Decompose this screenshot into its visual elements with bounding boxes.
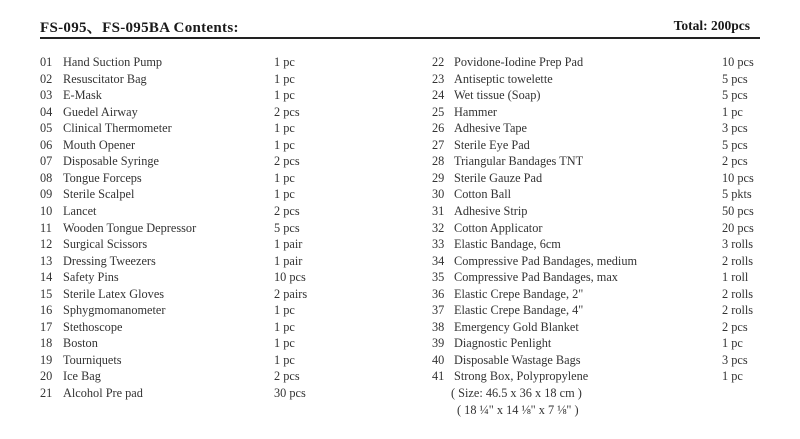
item-number: 01 <box>40 55 53 69</box>
item-number: 04 <box>40 104 53 119</box>
list-item <box>432 153 772 169</box>
item-number: 17 <box>40 319 53 334</box>
item-name: Cotton Ball <box>454 187 512 202</box>
item-number: 33 <box>432 237 445 252</box>
item-name: Compressive Pad Bandages, max <box>454 270 618 285</box>
list-item <box>40 236 380 252</box>
item-name: Sterile Latex Gloves <box>63 286 165 301</box>
header-divider <box>40 37 760 39</box>
item-number: 21 <box>40 386 53 400</box>
item-quantity: 3 pcs <box>722 121 748 136</box>
item-name: Sterile Scalpel <box>63 187 135 202</box>
item-name: Clinical Thermometer <box>63 121 172 136</box>
box-size-imperial: ( 18 ¼" x 14 ⅛" x 7 ⅛" ) <box>457 403 579 417</box>
list-item <box>40 269 380 285</box>
item-name: Mouth Opener <box>63 137 136 152</box>
item-name: Wooden Tongue Depressor <box>63 220 197 235</box>
item-quantity: 10 pcs <box>722 170 754 185</box>
item-name: Sterile Gauze Pad <box>454 170 543 185</box>
item-number: 31 <box>432 203 445 218</box>
item-name: Disposable Syringe <box>63 154 159 169</box>
list-item <box>40 352 380 368</box>
list-item <box>40 335 380 351</box>
item-quantity: 5 pcs <box>274 220 300 235</box>
item-quantity: 2 pcs <box>274 369 300 384</box>
list-item <box>432 253 772 269</box>
item-number: 10 <box>40 203 53 218</box>
item-name: Sterile Eye Pad <box>454 137 530 152</box>
list-item <box>40 71 380 87</box>
list-item <box>40 203 380 219</box>
item-quantity: 2 pairs <box>274 286 308 301</box>
list-item <box>40 368 380 384</box>
item-name: Emergency Gold Blanket <box>454 319 579 334</box>
list-item <box>40 186 380 202</box>
item-number: 13 <box>40 253 53 268</box>
item-quantity: 1 pc <box>274 71 295 86</box>
item-number: 30 <box>432 187 445 202</box>
list-item <box>432 203 772 219</box>
item-name: Ice Bag <box>63 369 101 384</box>
item-quantity: 1 pc <box>274 137 295 152</box>
item-quantity: 1 roll <box>722 270 749 285</box>
item-name: Hammer <box>454 104 498 119</box>
list-item <box>432 269 772 285</box>
list-item <box>40 153 380 169</box>
list-item <box>40 170 380 186</box>
item-number: 20 <box>40 369 53 384</box>
item-name: Triangular Bandages TNT <box>454 154 584 169</box>
box-size-metric: ( Size: 46.5 x 36 x 18 cm ) <box>451 386 582 400</box>
list-item <box>432 104 772 120</box>
list-item <box>432 319 772 335</box>
list-item <box>432 335 772 351</box>
item-quantity: 2 pcs <box>722 154 748 169</box>
item-name: Surgical Scissors <box>63 237 148 252</box>
item-quantity: 1 pc <box>274 121 295 136</box>
item-name: Hand Suction Pump <box>63 55 163 69</box>
list-item <box>432 120 772 136</box>
item-number: 39 <box>432 336 445 351</box>
item-name: Dressing Tweezers <box>63 253 156 268</box>
item-quantity: 1 pair <box>274 237 303 252</box>
item-number: 14 <box>40 270 53 285</box>
item-name: Elastic Bandage, 6cm <box>454 237 561 252</box>
page-title: FS-095、FS-095BA Contents: <box>40 20 239 36</box>
item-name: Sphygmomanometer <box>63 303 166 318</box>
list-item <box>40 87 380 103</box>
item-quantity: 1 pc <box>722 104 743 119</box>
item-number: 16 <box>40 303 53 318</box>
item-number: 11 <box>40 220 52 235</box>
item-name: Resuscitator Bag <box>63 71 147 86</box>
item-number: 36 <box>432 286 445 301</box>
item-number: 24 <box>432 88 445 103</box>
list-item <box>40 120 380 136</box>
list-item <box>432 71 772 87</box>
item-number: 06 <box>40 137 53 152</box>
item-number: 38 <box>432 319 445 334</box>
item-name: Strong Box, Polypropylene <box>454 369 589 384</box>
item-name: Adhesive Tape <box>454 121 528 136</box>
item-quantity: 2 pcs <box>722 319 748 334</box>
list-item <box>432 137 772 153</box>
item-name: Lancet <box>63 203 97 218</box>
total-count: Total: 200pcs <box>673 18 750 33</box>
item-number: 40 <box>432 352 445 367</box>
item-quantity: 3 rolls <box>722 237 754 252</box>
item-quantity: 2 rolls <box>722 286 754 301</box>
item-number: 26 <box>432 121 445 136</box>
item-name: Adhesive Strip <box>454 203 528 218</box>
item-name: Disposable Wastage Bags <box>454 352 581 367</box>
item-name: Cotton Applicator <box>454 220 543 235</box>
item-name: E-Mask <box>63 88 102 103</box>
item-number: 08 <box>40 170 53 185</box>
item-name: Wet tissue (Soap) <box>454 88 541 103</box>
item-quantity: 1 pc <box>274 187 295 202</box>
item-number: 23 <box>432 71 445 86</box>
list-item <box>432 186 772 202</box>
item-name: Povidone-Iodine Prep Pad <box>454 55 584 69</box>
item-quantity: 5 pcs <box>722 88 748 103</box>
item-name: Elastic Crepe Bandage, 4" <box>454 303 584 318</box>
item-number: 32 <box>432 220 445 235</box>
list-item <box>40 385 380 401</box>
item-name: Diagnostic Penlight <box>454 336 552 351</box>
item-quantity: 1 pc <box>274 336 295 351</box>
item-number: 35 <box>432 270 445 285</box>
item-quantity: 5 pcs <box>722 71 748 86</box>
item-name: Tongue Forceps <box>63 170 142 185</box>
item-number: 19 <box>40 352 53 367</box>
item-quantity: 20 pcs <box>722 220 754 235</box>
item-name: Safety Pins <box>63 270 119 285</box>
item-number: 25 <box>432 104 445 119</box>
item-quantity: 1 pc <box>274 352 295 367</box>
item-name: Tourniquets <box>63 352 122 367</box>
item-quantity: 2 pcs <box>274 104 300 119</box>
item-number: 03 <box>40 88 53 103</box>
item-number: 15 <box>40 286 53 301</box>
item-number: 29 <box>432 170 445 185</box>
item-quantity: 1 pc <box>274 170 295 185</box>
item-quantity: 30 pcs <box>274 386 306 400</box>
list-item <box>432 368 772 384</box>
item-name: Elastic Crepe Bandage, 2" <box>454 286 584 301</box>
item-number: 07 <box>40 154 53 169</box>
item-number: 28 <box>432 154 445 169</box>
list-item <box>40 319 380 335</box>
item-number: 37 <box>432 303 445 318</box>
item-quantity: 10 pcs <box>274 270 306 285</box>
item-name: Compressive Pad Bandages, medium <box>454 253 638 268</box>
item-number: 09 <box>40 187 53 202</box>
item-number: 34 <box>432 253 445 268</box>
item-quantity: 5 pcs <box>722 137 748 152</box>
item-number: 18 <box>40 336 53 351</box>
list-item <box>40 220 380 236</box>
item-name: Alcohol Pre pad <box>63 386 143 400</box>
item-quantity: 1 pc <box>274 88 295 103</box>
item-quantity: 2 pcs <box>274 203 300 218</box>
list-item <box>40 54 380 70</box>
item-quantity: 1 pc <box>722 369 743 384</box>
item-name: Guedel Airway <box>63 104 138 119</box>
list-item <box>432 54 772 70</box>
item-quantity: 5 pkts <box>722 187 752 202</box>
item-name: Boston <box>63 336 98 351</box>
item-quantity: 2 rolls <box>722 303 754 318</box>
list-item <box>40 253 380 269</box>
item-quantity: 1 pc <box>274 55 295 69</box>
item-number: 05 <box>40 121 53 136</box>
item-name: Stethoscope <box>63 319 123 334</box>
item-quantity: 10 pcs <box>722 55 754 69</box>
item-number: 27 <box>432 137 445 152</box>
item-quantity: 2 pcs <box>274 154 300 169</box>
item-quantity: 1 pc <box>722 336 743 351</box>
list-item <box>40 302 380 318</box>
list-item <box>40 286 380 302</box>
item-quantity: 50 pcs <box>722 203 754 218</box>
item-quantity: 1 pc <box>274 319 295 334</box>
list-item <box>432 220 772 236</box>
item-number: 12 <box>40 237 53 252</box>
item-number: 22 <box>432 55 445 69</box>
list-item <box>432 170 772 186</box>
item-quantity: 1 pc <box>274 303 295 318</box>
list-item <box>432 352 772 368</box>
item-quantity: 2 rolls <box>722 253 754 268</box>
list-item <box>432 236 772 252</box>
list-item <box>40 137 380 153</box>
item-name: Antiseptic towelette <box>454 71 553 86</box>
list-item <box>432 87 772 103</box>
item-number: 41 <box>432 369 445 384</box>
item-number: 02 <box>40 71 53 86</box>
item-quantity: 3 pcs <box>722 352 748 367</box>
list-item <box>432 302 772 318</box>
item-quantity: 1 pair <box>274 253 303 268</box>
list-item <box>432 286 772 302</box>
list-item <box>40 104 380 120</box>
